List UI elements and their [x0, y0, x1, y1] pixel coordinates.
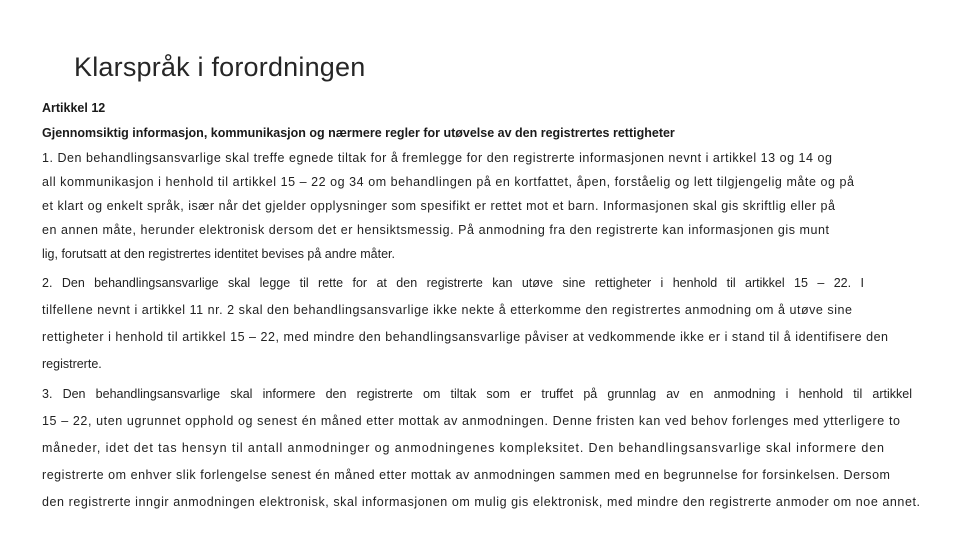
paragraph-3-line: 15 – 22, uten ugrunnet opphold og senest én måned etter mottak av anmodningen. Denne fristen kan ved behov forlenges med ytterligere to: [42, 414, 901, 428]
paragraph-2-line: registrerte.: [42, 357, 102, 371]
slide-title: Klarspråk i forordningen: [74, 52, 366, 82]
paragraph-1-line: all kommunikasjon i henhold til artikkel 15 – 22 og 34 om behandlingen på en kortfattet, åpen, forståelig og lett tilgjengelig måte og på: [42, 175, 855, 189]
paragraph-2-line: rettigheter i henhold til artikkel 15 – 22, med mindre den behandlingsansvarlige påviser at vedkommende ikke er i stand til å identifisere den: [42, 330, 889, 344]
slide-content: [42, 98, 922, 516]
paragraph-2: [42, 270, 922, 378]
paragraph-3-line: registrerte om enhver slik forlengelse senest én måned etter mottak av anmodningen sammen med en begrunnelse for forsinkelsen. Dersom: [42, 468, 891, 482]
paragraph-3-line: den registrerte inngir anmodningen elektronisk, skal informasjonen om mulig gis elektronisk, med mindre den registrerte anmoder om noe annet.: [42, 495, 921, 509]
article-heading: Gjennomsiktig informasjon, kommunikasjon og nærmere regler for utøvelse av den registrertes rettigheter: [42, 126, 675, 140]
paragraph-3-line: måneder, idet det tas hensyn til antall anmodninger og anmodningenes kompleksitet. Den behandlingsansvarlige skal informere den: [42, 441, 885, 455]
paragraph-1-line: lig, forutsatt at den registrertes identitet bevises på andre måter.: [42, 247, 395, 261]
article-number: Artikkel 12: [42, 101, 106, 115]
paragraph-1: [42, 146, 922, 266]
paragraph-1-line: 1. Den behandlingsansvarlige skal treffe egnede tiltak for å fremlegge for den registrerte informasjonen nevnt i artikkel 13 og 14 og: [42, 151, 833, 165]
paragraph-2-line: tilfellene nevnt i artikkel 11 nr. 2 skal den behandlingsansvarlige ikke nekte å etterkomme den registrertes anmodning om å utøve sine: [42, 303, 853, 317]
paragraph-1-line: en annen måte, herunder elektronisk dersom det er hensiktsmessig. På anmodning fra den registrerte kan informasjonen gis munt: [42, 223, 830, 237]
paragraph-2-line: 2. Den behandlingsansvarlige skal legge til rette for at den registrerte kan utøve sine rettigheter i henhold til artikkel 15 – 22. I: [42, 276, 864, 290]
paragraph-3-line: 3. Den behandlingsansvarlige skal informere den registrerte om tiltak som er truffet på grunnlag av en anmodning i henhold til artikkel: [42, 387, 912, 401]
paragraph-3: [42, 381, 922, 516]
paragraph-1-line: et klart og enkelt språk, især når det gjelder opplysninger som spesifikt er rettet mot et barn. Informasjonen skal gis skriftlig eller på: [42, 199, 836, 213]
